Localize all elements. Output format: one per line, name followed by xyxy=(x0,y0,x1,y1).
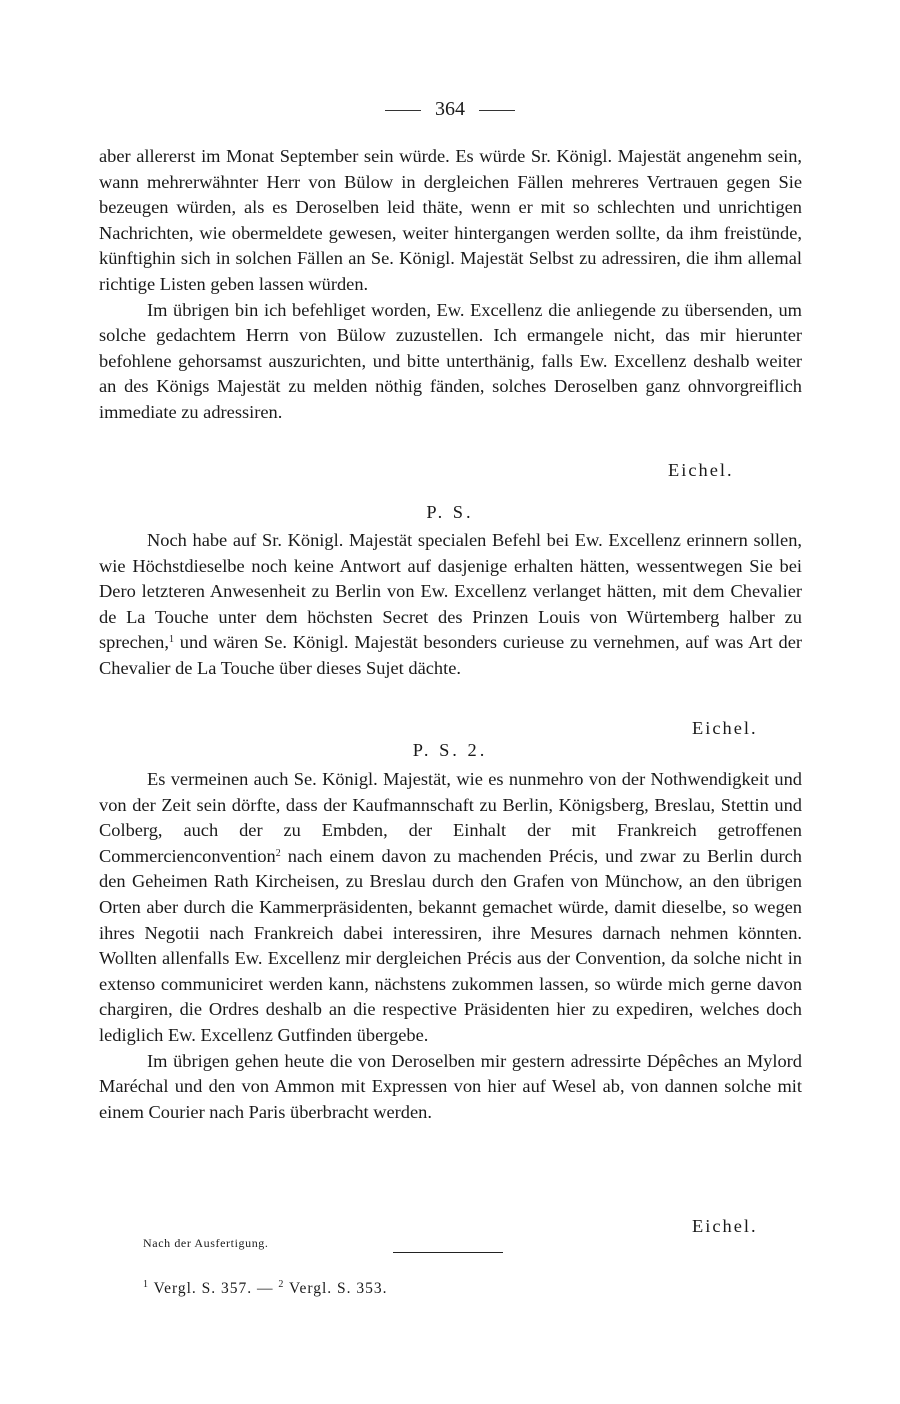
postscript-1-text-a: Noch habe auf Sr. Königl. Majestät specialen Befehl bei Ew. Excellenz erinnern sollen, wie Höchstdieselbe noch keine Antwort auf dasjenige erhalten hätten, wessentwegen Sie bei Dero letzteren Anwesenheit zu Berlin von Ew. Excellenz verlanget hätten, mit dem Chevalier de La Touche unter dem höchsten Secret des Prinzen Louis von Würtemberg halber zu sprechen, xyxy=(99,530,802,653)
footnote-ref-1: 1 xyxy=(168,634,174,646)
page-header xyxy=(0,96,900,122)
body-paragraph-2-text: Im übrigen bin ich befehliget worden, Ew. Excellenz die anliegende zu übersenden, um solche gedachtem Herrn von Bülow zuzustellen. Ich ermangele nicht, das mir hierunter befohlene gehorsamst auszurichten, und bitte unterthänig, falls Ew. Excellenz deshalb weiter an des Königs Majestät zu melden nöthig fänden, solches Deroselben ganz ohnvorgreiflich immediate zu adressiren. xyxy=(99,299,802,422)
postscript-2-text-a: Es vermeinen auch Se. Königl. Majestät, wie es nunmehro von der Nothwendigkeit und von der Zeit sein dörfte, dass der Kaufmannschaft zu Berlin, Königsberg, Breslau, Stettin und Colberg, auch der zu Embden, der Einhalt der mit Frankreich getroffenen Commercienconvention xyxy=(99,769,802,866)
footnote-2-text: Vergl. S. 353. xyxy=(284,1280,388,1297)
postscript-1-paragraph xyxy=(99,528,802,682)
signature-1: Eichel. xyxy=(668,460,734,480)
footnotes xyxy=(143,1280,388,1298)
ps-heading-2: P. S. 2. xyxy=(412,740,488,760)
footnote-1-text: Vergl. S. 357. — xyxy=(149,1280,279,1297)
postscript-2-text-b: nach einem davon zu machenden Précis, und zwar zu Berlin durch den Geheimen Rath Kircheisen, zu Breslau durch den Grafen von Münchow, an den übrigen Orten aber durch die Kammerpräsidenten, bekannt gemachet würde, damit dieselbe, so wegen ihres Negotii nach Frankreich dabei interessiren, ihre Mesures darnach nehmen könnten. Wollten allenfalls Ew. Excellenz mir dergleichen Précis aus der Convention, da solche nicht in extenso communiciret werden kann, nächstens zukommen lassen, so würde mich gerne davon chargiren, die Ordres deshalb an die respective Präsidenten hier zu expediren, welches doch lediglich Ew. Excellenz Gutfinden übergebe. xyxy=(99,845,802,1045)
body-paragraph-2 xyxy=(99,298,802,426)
letter-body xyxy=(99,144,802,430)
postscript-1-text-b: und wären Se. Königl. Majestät besonders curieuse zu vernehmen, auf was Art der Chevalier de La Touche über dieses Sujet dächte. xyxy=(99,632,802,678)
postscript-2-paragraph-1 xyxy=(99,767,802,1049)
postscript-2 xyxy=(99,767,802,1125)
footnote-divider xyxy=(393,1252,503,1253)
source-note: Nach der Ausfertigung. xyxy=(143,1236,269,1250)
footnote-1-marker: 1 xyxy=(143,1279,149,1290)
signature-2: Eichel. xyxy=(692,718,758,738)
header-dash-left xyxy=(385,110,421,111)
signature-3: Eichel. xyxy=(692,1216,758,1236)
postscript-2-paragraph-2: Im übrigen gehen heute die von Deroselben mir gestern adressirte Dépêches an Mylord Maréchal und den von Ammon mit Expressen von hier auf Wesel ab, von dannen solche mit einem Courier nach Paris überbracht werden. xyxy=(99,1050,802,1122)
postscript-1 xyxy=(99,528,802,682)
page-number: 364 xyxy=(435,98,465,120)
ps-heading-1: P. S. xyxy=(426,502,474,522)
header-dash-right xyxy=(479,110,515,111)
footnote-2-marker: 2 xyxy=(278,1279,285,1290)
footnote-ref-2: 2 xyxy=(275,847,281,859)
body-paragraph-1: aber allererst im Monat September sein würde. Es würde Sr. Königl. Majestät angenehm sein, wann mehrerwähnter Herr von Bülow in dergleichen Fällen mehreres Vertrauen gegen Sie bezeugen würden, als es Deroselben leid thäte, wenn er mit so schlechten und unrichtigen Nachrichten, wie obermeldete gewesen, weiter hintergangen werden sollte, da ihm freistünde, künftighin sich in solchen Fällen an Se. Königl. Majestät Selbst zu adressiren, die ihm allemal richtige Listen geben lassen würden. xyxy=(99,146,802,294)
